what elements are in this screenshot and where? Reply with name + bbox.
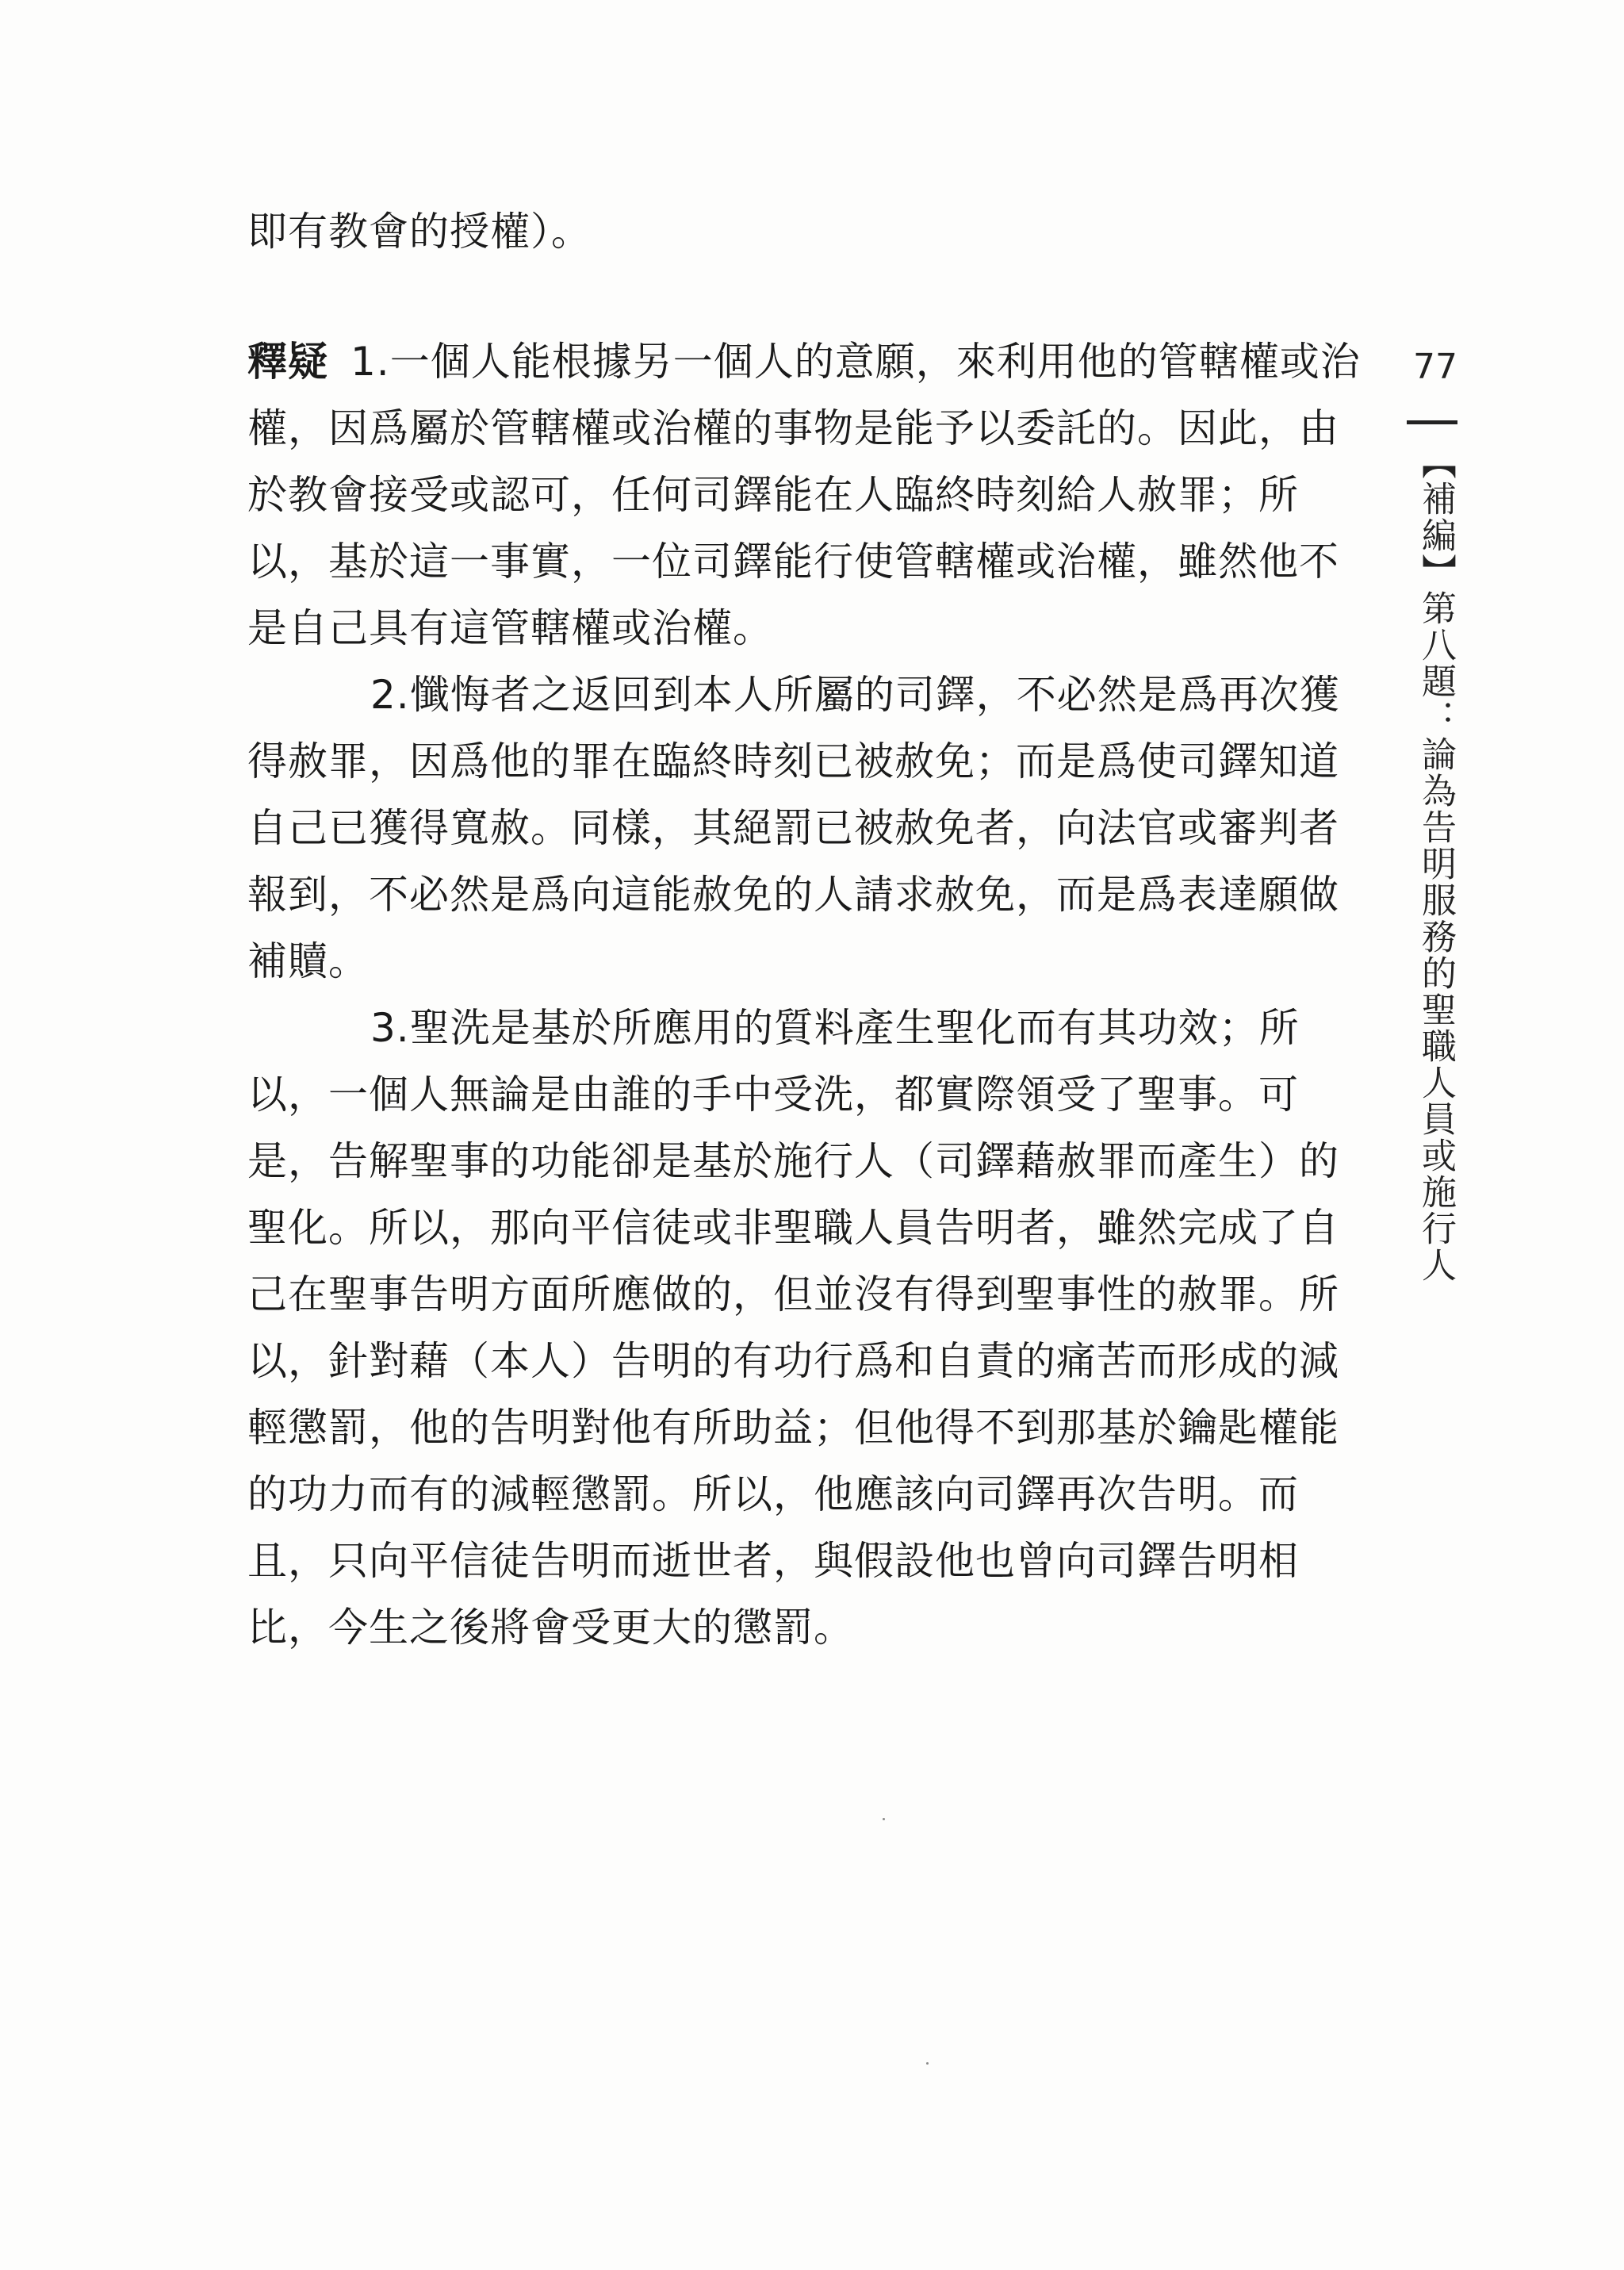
objection-reply-2: 2.懺悔者之返回到本人所屬的司鐸，不必然是爲再次獲得赦罪，因爲他的罪在臨終時刻已被赦免；而是爲使司鐸知道自己已獲得寬赦。同樣，其絕罰已被赦免者，向法官或審判者報到，不必然是爲向這能赦免的人請求赦免，而是爲表達願做補贖。 [247,672,1340,984]
main-text-block [247,198,1373,1661]
scan-speck [926,2062,929,2065]
objection-reply-1 [247,328,1373,661]
page-number: 77 [1413,347,1457,387]
objection-reply-3: 3.聖洗是基於所應用的質料產生聖化而有其功效；所以，一個人無論是由誰的手中受洗，都實際領受了聖事。可是，告解聖事的功能卻是基於施行人（司鐸藉赦罪而產生）的聖化。所以，那向平信徒或非聖職人員告明者，雖然完成了自己在聖事告明方面所應做的，但並沒有得到聖事性的赦罪。所以，針對藉（本人）告明的有功行爲和自責的痛苦而形成的減輕懲罰，他的告明對他有所助益；但他得不到那基於鑰匙權能的功力而有的減輕懲罰。所以，他應該向司鐸再次告明。而且，只向平信徒告明而逝世者，與假設他也曾向司鐸告明相比，今生之後將會受更大的懲罰。 [247,1005,1339,1651]
header-rule [1407,420,1457,424]
scan-speck [883,1818,885,1820]
continuation-line: 即有教會的授權）。 [247,209,592,255]
paragraph-1-text: 1.一個人能根據另一個人的意願，來利用他的管轄權或治權，因爲屬於管轄權或治權的事物是能予以委託的。因此，由於教會接受或認可，任何司鐸能在人臨終時刻給人赦罪；所以，基於這一事實，一位司鐸能行使管轄權或治權，雖然他不是自己具有這管轄權或治權。 [247,339,1361,651]
running-head: 【補編】第八題：論為告明服務的聖職人員或施行人 [1415,444,1456,1283]
reply-heading-label: 釋疑 [247,339,328,385]
